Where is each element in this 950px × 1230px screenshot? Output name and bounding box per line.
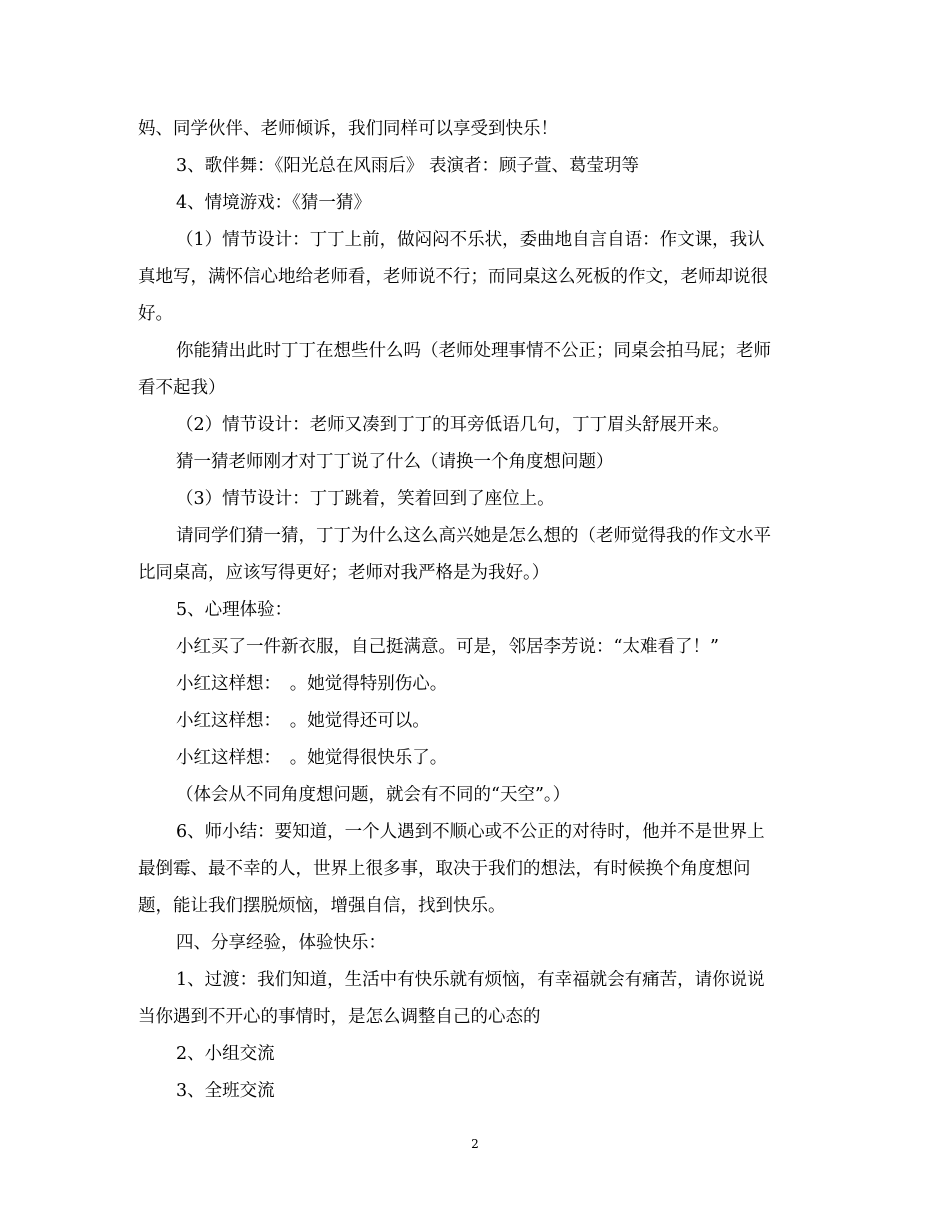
text-line: 最倒霉、最不幸的人，世界上很多事，取决于我们的想法，有时候换个角度想问 — [138, 859, 751, 879]
text-line: 1、过渡：我们知道，生活中有快乐就有烦恼，有幸福就会有痛苦，请你说说 — [176, 970, 765, 990]
text-line: 妈、同学伙伴、老师倾诉，我们同样可以享受到快乐！ — [138, 119, 558, 139]
text-line: 比同桌高，应该写得更好；老师对我严格是为我好。） — [138, 563, 550, 583]
text-line: 当你遇到不开心的事情时，是怎么调整自己的心态的 — [138, 1007, 541, 1027]
text-line: （体会从不同角度想问题，就会有不同的“天空”。） — [176, 785, 571, 805]
text-line: （3）情节设计：丁丁跳着，笑着回到了座位上。 — [176, 489, 555, 509]
text-line: 你能猜出此时丁丁在想些什么吗（老师处理事情不公正；同桌会拍马屁；老师 — [176, 341, 771, 361]
text-line: （2）情节设计：老师又凑到丁丁的耳旁低语几句，丁丁眉头舒展开来。 — [176, 415, 730, 435]
text-line: 4、情境游戏：《猜一猜》 — [176, 193, 371, 213]
text-line: 5、心理体验： — [176, 600, 293, 620]
text-line: 看不起我） — [138, 378, 226, 398]
text-line: 3、歌伴舞：《阳光总在风雨后》 表演者：顾子萱、葛莹玥等 — [176, 156, 639, 176]
text-line: 猜一猜老师刚才对丁丁说了什么（请换一个角度想问题） — [176, 452, 614, 472]
text-line: 好。 — [138, 304, 173, 324]
text-line: 请同学们猜一猜，丁丁为什么这么高兴她是怎么想的（老师觉得我的作文水平 — [176, 526, 771, 546]
text-line: 小红买了一件新衣服，自己挺满意。可是，邻居李芳说：“太难看了！” — [176, 637, 719, 657]
text-line: 真地写，满怀信心地给老师看，老师说不行；而同桌这么死板的作文，老师却说很 — [138, 267, 768, 287]
text-line: 小红这样想： 。她觉得还可以。 — [176, 711, 430, 731]
page-number: 2 — [471, 1137, 479, 1151]
text-line: （1）情节设计：丁丁上前，做闷闷不乐状，委曲地自言自语：作文课，我认 — [176, 230, 765, 250]
text-line: 6、师小结：要知道，一个人遇到不顺心或不公正的对待时，他并不是世界上 — [176, 822, 765, 842]
text-line: 题，能让我们摆脱烦恼，增强自信，找到快乐。 — [138, 896, 506, 916]
text-line: 3、全班交流 — [176, 1081, 275, 1101]
text-line: 四、分享经验，体验快乐： — [176, 933, 386, 953]
text-line: 小红这样想： 。她觉得特别伤心。 — [176, 674, 448, 694]
text-line: 小红这样想： 。她觉得很快乐了。 — [176, 748, 448, 768]
text-line: 2、小组交流 — [176, 1044, 275, 1064]
